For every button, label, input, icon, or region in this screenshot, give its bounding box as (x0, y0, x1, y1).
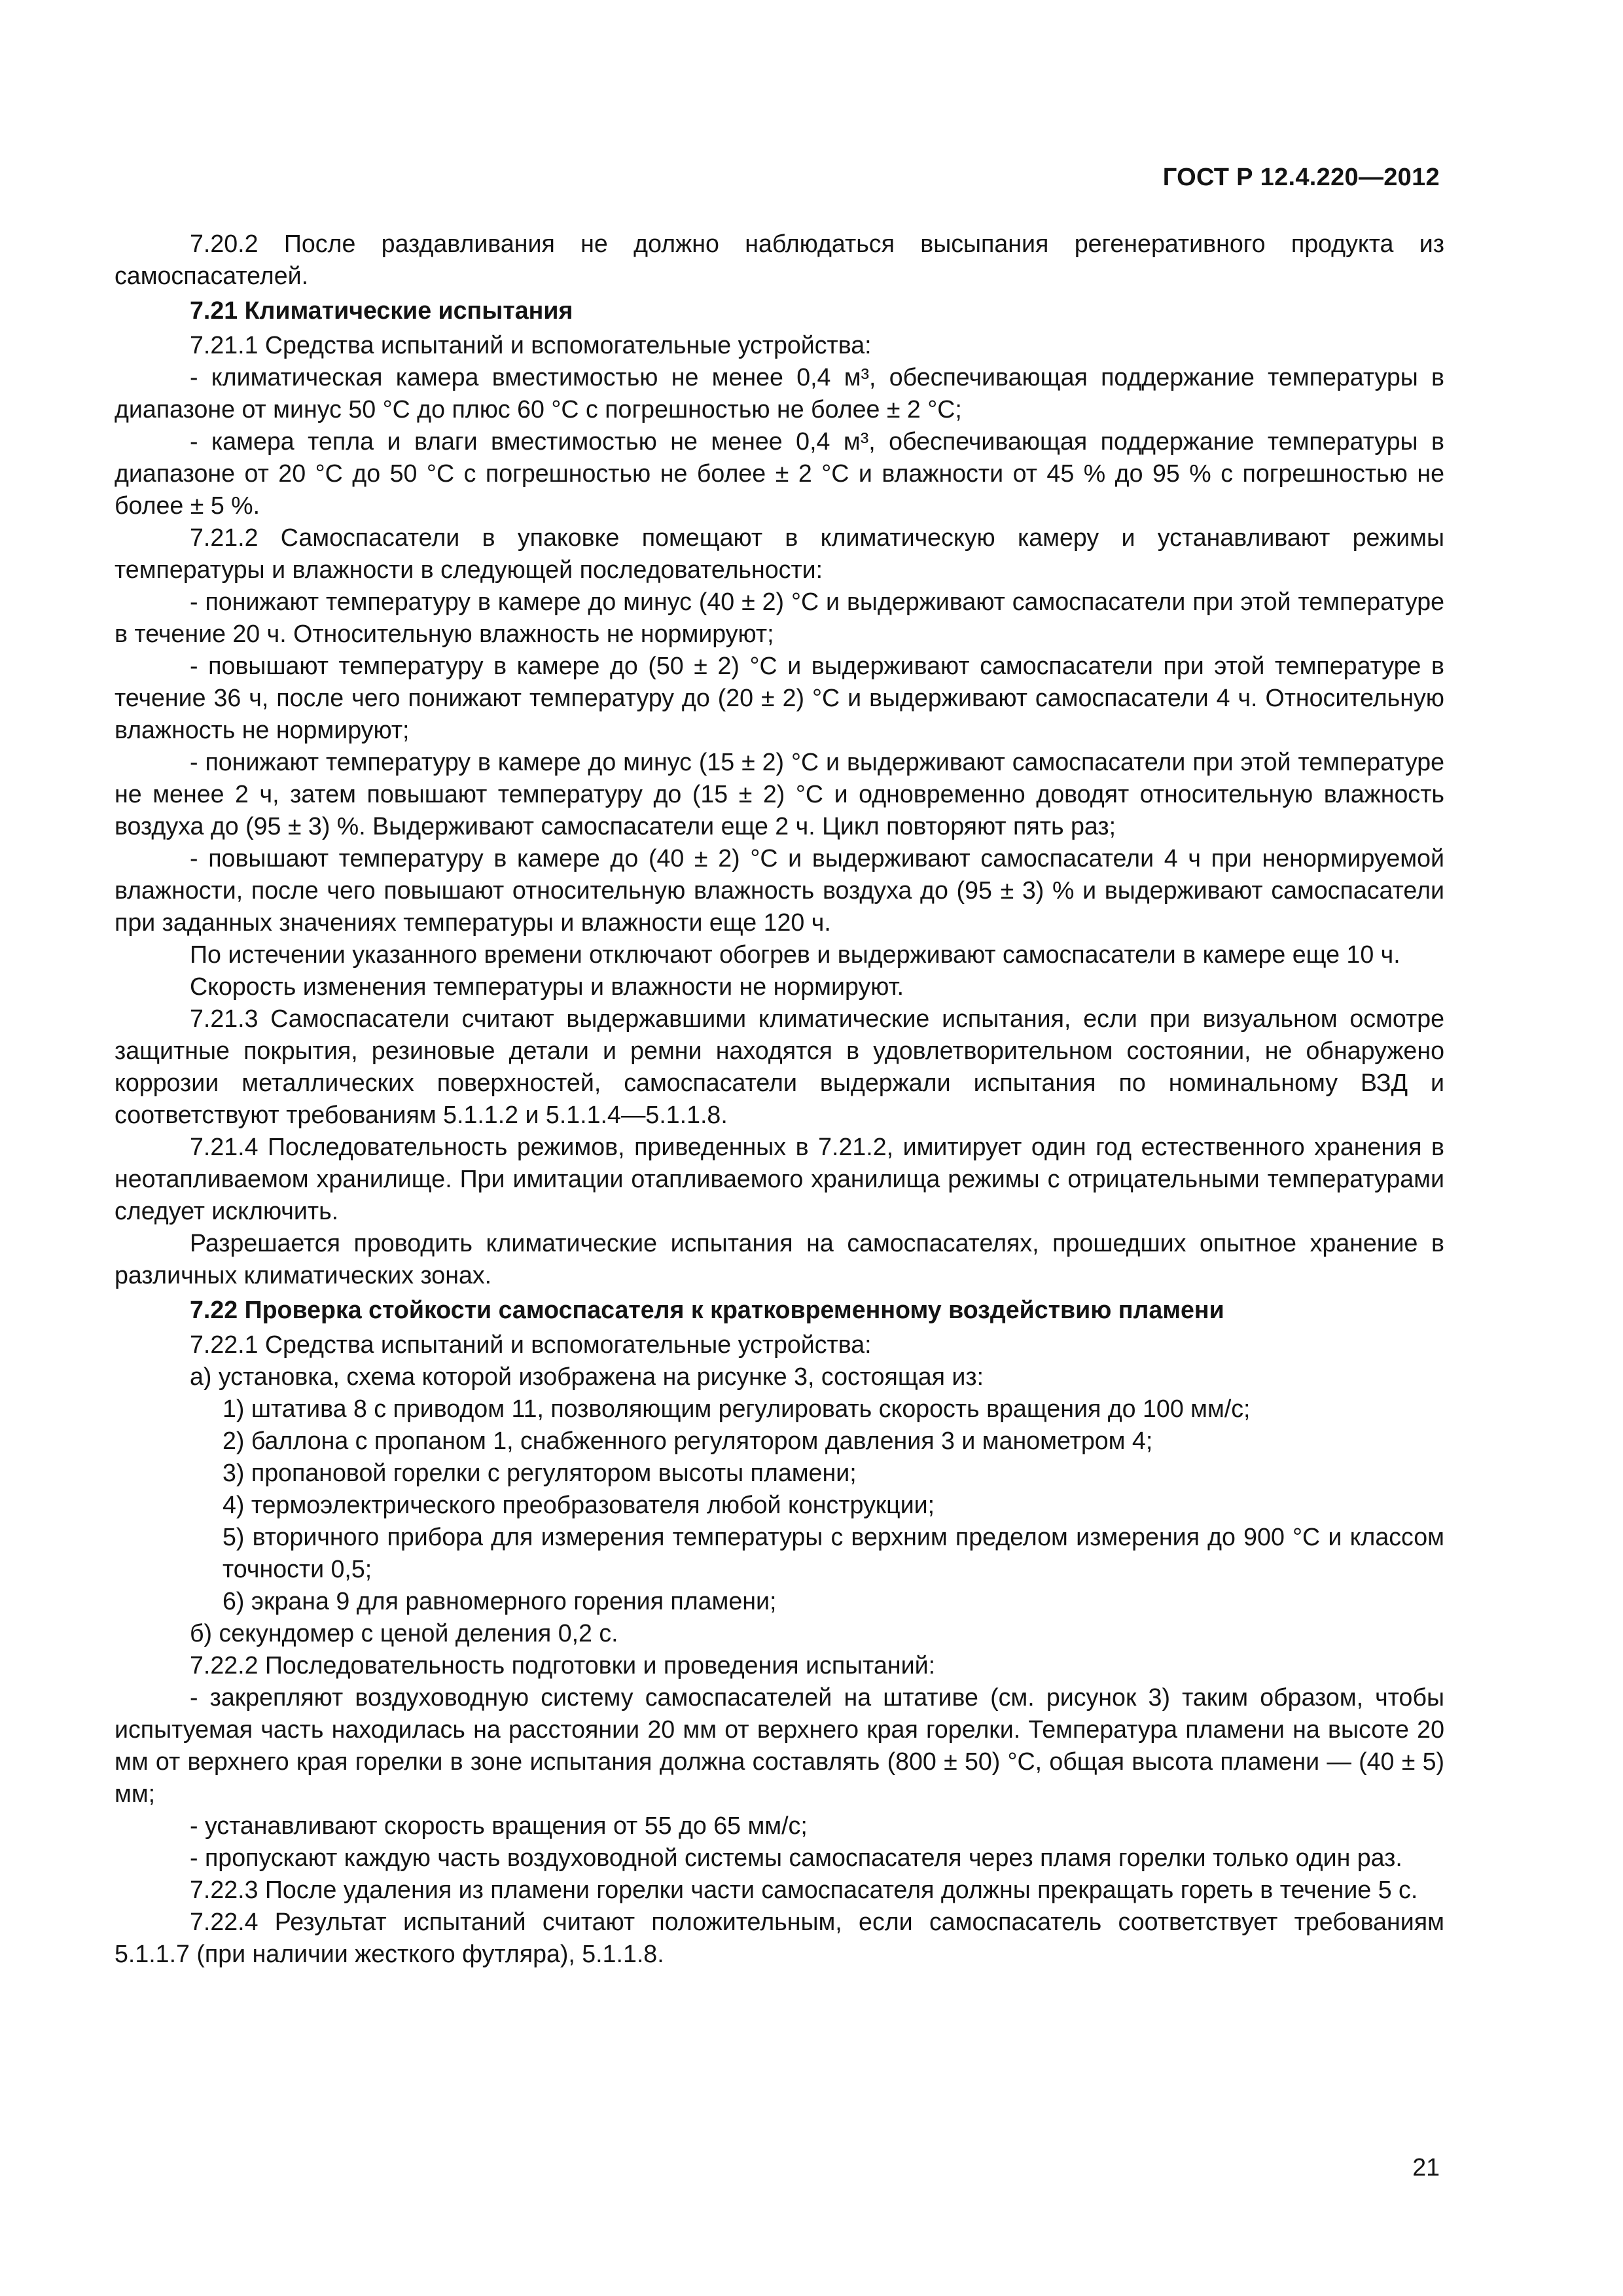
paragraph-7-22-2: 7.22.2 Последовательность подготовки и проведения испытаний: (190, 1651, 936, 1679)
list-item-1-stand: 1) штатива 8 с приводом 11, позволяющим регулировать скорость вращения до 100 мм/с; (223, 1395, 1251, 1422)
page-number: 21 (1412, 2153, 1440, 2181)
section-heading-7-21: 7.21 Климатические испытания (190, 296, 573, 324)
paragraph-7-22-3: 7.22.3 После удаления из пламени горелки части самоспасателя должны прекращать гореть в течение 5 с. (190, 1876, 1418, 1903)
paragraph-7-22-4: 7.22.4 Результат испытаний считают положительным, если самоспасатель соответствует требованиям 5.1.1.7 (при наличии жесткого футляра), 5.1.1.8. (115, 1908, 1444, 1967)
list-item-4-thermocouple: 4) термоэлектрического преобразователя любой конструкции; (223, 1491, 935, 1518)
list-item-heat-humidity-chamber: - камера тепла и влаги вместимостью не менее 0,4 м³, обеспечивающая поддержание температуры в диапазоне от 20 °С до 50 °С с погрешностью не более ± 2 °С и влажности от 45 % до 95 % с погрешностью не более ± 5 %. (115, 427, 1444, 519)
paragraph-7-21-2: 7.21.2 Самоспасатели в упаковке помещают в климатическую камеру и устанавливают режимы температуры и влажности в следующей последовательности: (115, 524, 1444, 583)
paragraph-rate-not-normalized: Скорость изменения температуры и влажности не нормируют. (190, 973, 904, 1000)
list-item-mode-minus-15: - понижают температуру в камере до минус (15 ± 2) °С и выдерживают самоспасатели при этой температуре не менее 2 ч, затем повышают температуру до (15 ± 2) °С и одновременно доводят относительную влажность воздуха до (95 ± 3) %. Выдерживают самоспасатели еще 2 ч. Цикл повторяют пять раз; (115, 748, 1444, 840)
paragraph-7-22-1: 7.22.1 Средства испытаний и вспомогательные устройства: (190, 1331, 872, 1358)
list-item-5-secondary-device: 5) вторичного прибора для измерения температуры с верхним пределом измерения до 900 °С и классом точности 0,5; (223, 1523, 1444, 1583)
list-item-b-stopwatch: б) секундомер с ценой деления 0,2 с. (190, 1619, 618, 1647)
list-item-6-screen: 6) экрана 9 для равномерного горения пламени; (223, 1587, 777, 1615)
list-item-mode-plus-50: - повышают температуру в камере до (50 ± 2) °С и выдерживают самоспасатели при этой температуре в течение 36 ч, после чего понижают температуру до (20 ± 2) °С и выдерживают самоспасатели 4 ч. Относительную влажность не нормируют; (115, 652, 1444, 744)
list-item-set-speed: - устанавливают скорость вращения от 55 до 65 мм/с; (190, 1812, 808, 1839)
paragraph-7-21-4: 7.21.4 Последовательность режимов, приведенных в 7.21.2, имитирует один год естественного хранения в неотапливаемом хранилище. При имитации отапливаемого хранилища режимы с отрицательными температурами следует исключить. (115, 1133, 1444, 1225)
paragraph-storage-zones: Разрешается проводить климатические испытания на самоспасателях, прошедших опытное хранение в различных климатических зонах. (115, 1229, 1444, 1289)
paragraph-7-21-3: 7.21.3 Самоспасатели считают выдержавшими климатические испытания, если при визуальном осмотре защитные покрытия, резиновые детали и ремни находятся в удовлетворительном состоянии, не обнаружено коррозии металлических поверхностей, самоспасатели выдержали испытания по номинальному ВЗД и соответствуют требованиям 5.1.1.2 и 5.1.1.4—5.1.1.8. (115, 1005, 1444, 1128)
list-item-pass-through-flame: - пропускают каждую часть воздуховодной системы самоспасателя через пламя горелки только один раз. (190, 1844, 1402, 1871)
page-body (115, 228, 1444, 1970)
section-heading-7-22: 7.22 Проверка стойкости самоспасателя к кратковременному воздействию пламени (190, 1296, 1224, 1323)
list-item-mount-system: - закрепляют воздуховодную систему самоспасателей на штативе (см. рисунок 3) таким образом, чтобы испытуемая часть находилась на расстоянии 20 мм от верхнего края горелки. Температура пламени на высоте 20 мм от верхнего края горелки в зоне испытания должна составлять (800 ± 50) °С, общая высота пламени — (40 ± 5) мм; (115, 1683, 1444, 1807)
list-item-mode-minus-40: - понижают температуру в камере до минус (40 ± 2) °С и выдерживают самоспасатели при этой температуре в течение 20 ч. Относительную влажность не нормируют; (115, 588, 1444, 647)
list-item-3-burner: 3) пропановой горелки с регулятором высоты пламени; (223, 1459, 857, 1486)
list-item-climatic-chamber: - климатическая камера вместимостью не менее 0,4 м³, обеспечивающая поддержание температуры в диапазоне от минус 50 °С до плюс 60 °С с погрешностью не более ± 2 °С; (115, 363, 1444, 423)
paragraph-heating-off: По истечении указанного времени отключают обогрев и выдерживают самоспасатели в камере еще 10 ч. (190, 941, 1400, 968)
paragraph-7-20-2: 7.20.2 После раздавливания не должно наблюдаться высыпания регенеративного продукта из самоспасателей. (115, 230, 1444, 289)
document-code-header: ГОСТ Р 12.4.220—2012 (1162, 164, 1440, 191)
list-item-mode-plus-40: - повышают температуру в камере до (40 ± 2) °С и выдерживают самоспасатели 4 ч при ненормируемой влажности, после чего повышают относительную влажность воздуха до (95 ± 3) % и выдерживают самоспасатели при заданных значениях температуры и влажности еще 120 ч. (115, 844, 1444, 936)
paragraph-7-21-1: 7.21.1 Средства испытаний и вспомогательные устройства: (190, 331, 872, 359)
list-item-a-installation: а) установка, схема которой изображена на рисунке 3, состоящая из: (190, 1363, 984, 1390)
list-item-2-propane-cylinder: 2) баллона с пропаном 1, снабженного регулятором давления 3 и манометром 4; (223, 1427, 1153, 1454)
